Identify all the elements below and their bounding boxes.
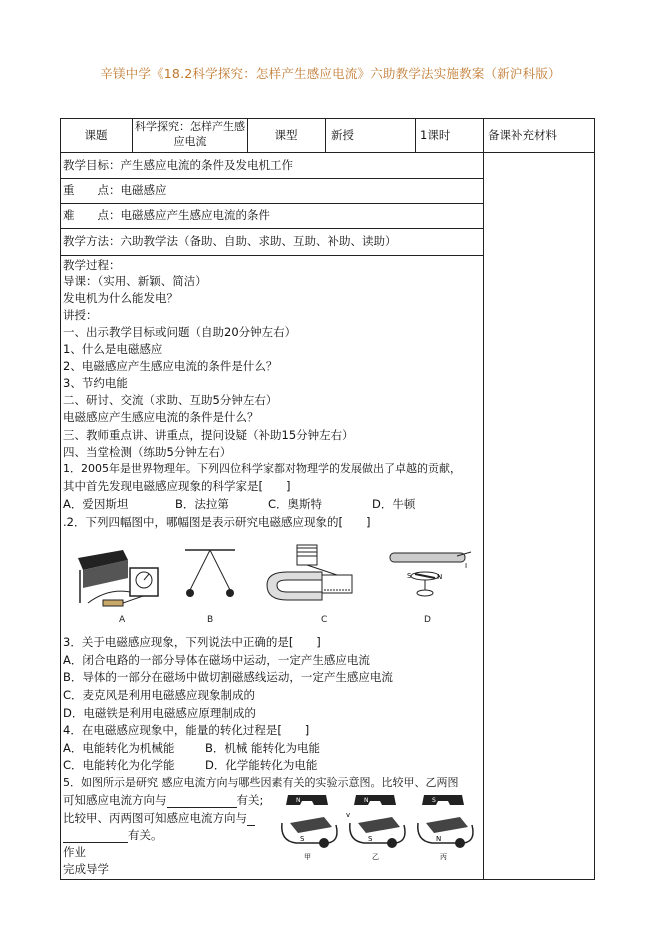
process-line: 2、电磁感应产生感应电流的条件是什么？ [63,359,278,373]
figure-5-label-bing: 丙 [440,853,447,861]
q3-option-b: B．导体的一部分在磁场中做切割磁感线运动，一定产生感应电流 [63,670,393,684]
difficult-point-label: 难 点： [63,208,121,222]
figure-5-magnets [278,793,478,863]
answer-blank [247,813,255,826]
process-line: 发电机为什么能发电？ [63,291,178,305]
homework-label: 作业 [63,845,86,859]
document-title: 辛镁中学《18.2科学探究：怎样产生感应电流》六助教学法实施教案（新沪科版） [100,66,561,81]
divider [132,118,133,152]
question-5-blank-3 [63,827,163,843]
figure-5-label-yi: 乙 [372,853,379,861]
pole-s-label: S [300,835,305,843]
q3-option-d: D．电磁铁是利用电磁感应原理制成的 [63,706,256,720]
subject-label: 课题 [84,128,108,142]
q4-option-d: D．化学能转化为电能 [205,758,318,772]
figure-5-label-jia: 甲 [304,853,311,861]
teaching-goal: 教学目标：产生感应电流的条件及发电机工作 [63,158,293,172]
figure-d-wire-compass [385,548,475,603]
process-line: 其中首先发现电磁感应现象的科学家是[ ] [63,479,291,493]
divider [60,203,483,204]
figure-label-a: A [119,615,126,625]
type-value: 新授 [331,128,354,142]
velocity-label: v [346,811,351,819]
question-2: .2．下列四幅图中，哪幅图是表示研究电磁感应现象的[ ] [63,515,371,529]
q5-text: 有关。 [128,828,163,842]
divider [60,228,483,229]
process-line: 导课：（实用、新颖、简洁） [63,274,207,288]
question-3: 3．关于电磁感应现象，下列说法中正确的是[ ] [63,635,321,649]
q3-option-a: A．闭合电路的一部分导体在磁场中运动，一定产生感应电流 [63,653,370,667]
q5-text: 比较甲、丙两图可知感应电流方向与 [63,811,247,825]
question-5-intro: 5．如图所示是研究 感应电流方向与哪些因素有关的实验示意图。比较甲、乙两图 [63,776,459,789]
q1-option-a: A．爱因斯坦 [63,497,129,511]
pole-n-label: N [296,797,301,804]
question-5-blank-1 [63,792,263,808]
divider [325,118,326,152]
key-point-value: 电磁感应 [120,183,167,197]
process-line: 一、出示教学目标或问题（自助20分钟左右） [63,325,297,339]
teaching-method: 教学方法：六助教学法（备助、自助、求助、互助、补助、读助） [63,234,397,248]
process-line: 1、什么是电磁感应 [63,342,163,356]
figure-a-galvanometer [68,548,168,613]
class-hours: 1课时 [420,128,451,142]
process-line: 四、当堂检测（练助5分钟左右） [63,445,232,459]
divider [415,118,416,152]
key-point [63,182,167,198]
process-line: 教学过程： [63,258,121,272]
figure-label-d: D [424,615,431,625]
divider [483,118,484,880]
q5-text: 有关; [236,793,264,807]
question-5-blank-2 [63,810,255,826]
pole-s-label: S [368,835,373,843]
process-line: 讲授： [63,308,98,322]
difficult-point-value: 电磁感应产生感应电流的条件 [120,208,270,222]
divider [60,178,483,179]
homework-content: 完成导学 [63,862,109,876]
q4-option-b: B．机械 能转化为电能 [205,741,321,755]
process-line: 3、节约电能 [63,376,128,390]
pole-s-label: S [432,797,436,804]
pole-n-label: N [437,573,443,581]
q1-option-d: D．牛顿 [372,497,416,511]
figure-label-b: B [207,615,214,625]
process-line: 三、教师重点讲、讲重点，提问设疑（补助15分钟左右） [63,428,354,442]
divider [60,255,483,256]
q3-option-c: C．麦克风是利用电磁感应现象制成的 [63,688,256,702]
figure-b-pendulum [175,545,245,605]
pole-n-label: N [436,835,442,843]
subject-value: 科学探究：怎样产生感应电流 [135,120,245,148]
answer-blank [63,830,128,843]
key-point-label: 重 点： [63,183,121,197]
current-label: I [465,562,468,570]
pole-n-label: N [364,797,369,804]
answer-blank [167,795,237,808]
q5-text: 可知感应电流方向与 [63,793,167,807]
supplement-label: 备课补充材料 [488,128,557,142]
divider [60,152,595,153]
q1-option-c: C．奥斯特 [268,497,323,511]
figure-c-motor [262,540,362,610]
process-line: 二、研讨、交流（求助、互助5分钟左右） [63,393,278,407]
pole-s-label: S [407,572,412,580]
q4-option-c: C．电能转化为化学能 [63,758,175,772]
question-4: 4．在电磁感应现象中，能量的转化过程是[ ] [63,723,310,737]
type-label: 课型 [274,128,298,142]
process-line: 电磁感应产生感应电流的条件是什么？ [63,410,259,424]
process-line: 1．2005年是世界物理年。下列四位科学家都对物理学的发展做出了卓越的贡献， [63,462,461,475]
q4-option-a: A．电能转化为机械能 [63,741,175,755]
q1-option-b: B．法拉第 [175,497,229,511]
difficult-point [63,207,270,223]
figure-label-c: C [321,615,328,625]
